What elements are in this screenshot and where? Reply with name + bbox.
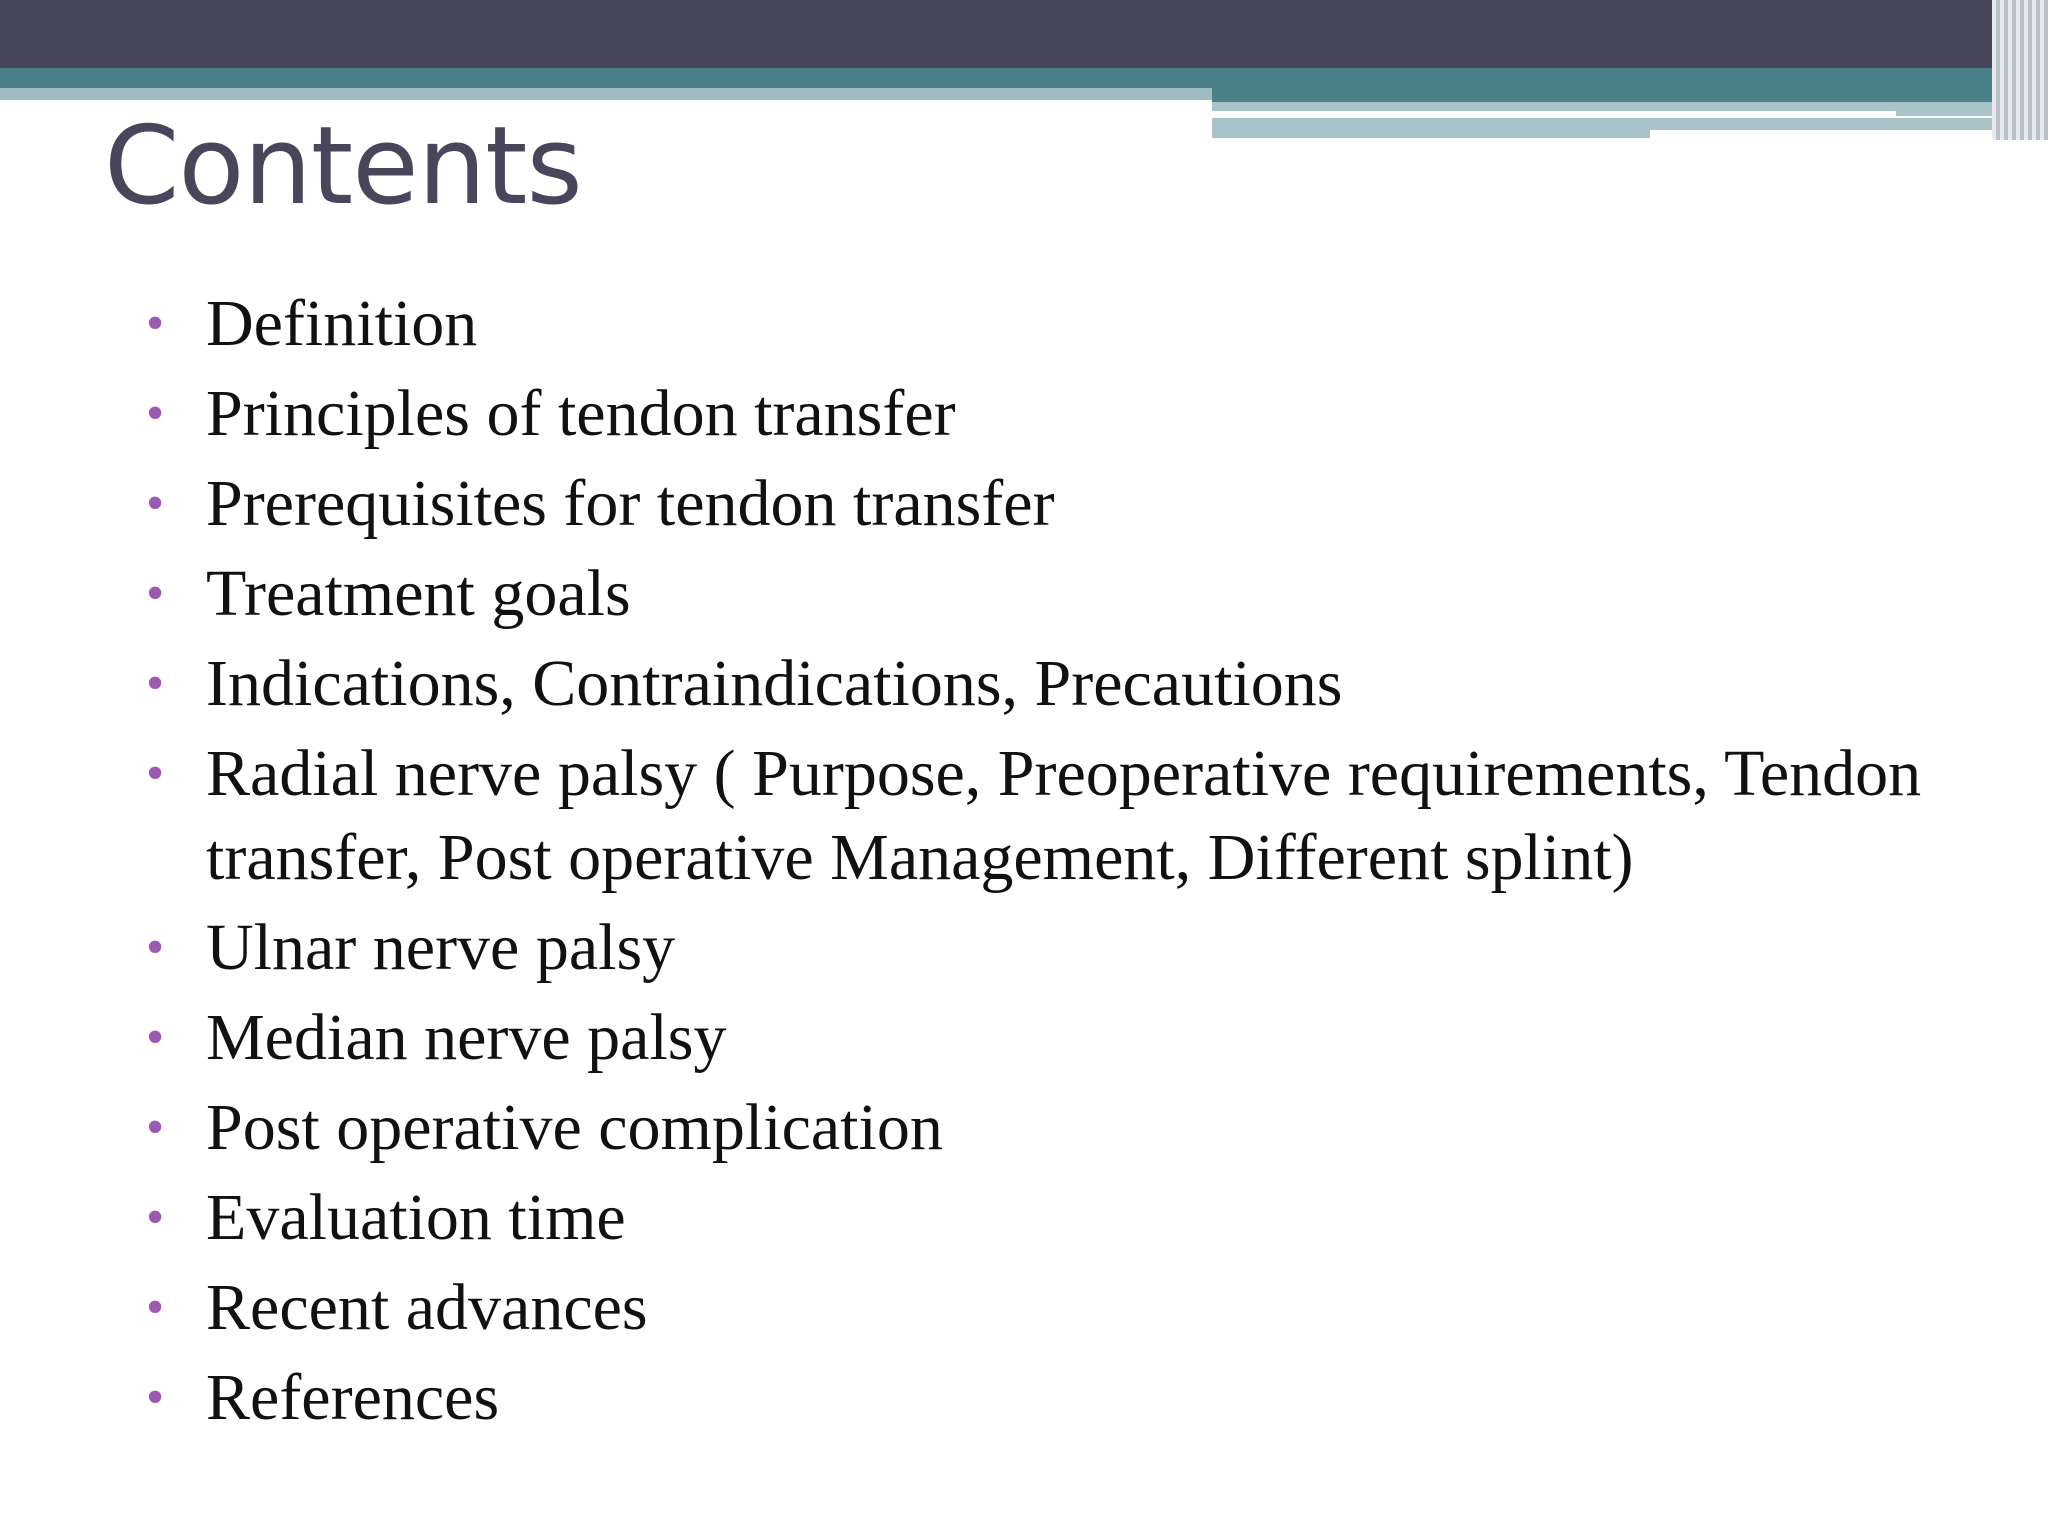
list-item xyxy=(146,1176,1966,1260)
list-item-text: Principles of tendon transfer xyxy=(206,377,956,450)
bullet-icon: • xyxy=(146,475,165,532)
contents-list xyxy=(146,282,1966,1446)
list-item-text: Treatment goals xyxy=(206,557,631,630)
list-item xyxy=(146,906,1966,990)
list-item-text: Definition xyxy=(206,287,478,360)
bullet-icon: • xyxy=(146,1369,165,1426)
bullet-icon: • xyxy=(146,295,165,352)
list-item xyxy=(146,1266,1966,1350)
list-item xyxy=(146,642,1966,726)
header-band-teal-right xyxy=(1212,88,2048,102)
list-item-text: Ulnar nerve palsy xyxy=(206,911,676,984)
bullet-icon: • xyxy=(146,745,165,802)
list-item xyxy=(146,996,1966,1080)
list-item-text: Median nerve palsy xyxy=(206,1001,727,1074)
list-item-text: Recent advances xyxy=(206,1271,648,1344)
list-item-text: References xyxy=(206,1361,500,1434)
list-item-text: Radial nerve palsy ( Purpose, Preoperative requirements, Tendon transfer, Post operative Management, Different splint) xyxy=(206,737,1922,894)
list-item xyxy=(146,282,1966,366)
list-item xyxy=(146,552,1966,636)
header-band-light-left xyxy=(0,88,1212,100)
header-gap xyxy=(1650,130,2048,138)
bullet-icon: • xyxy=(146,919,165,976)
bullet-icon: • xyxy=(146,1189,165,1246)
list-item xyxy=(146,372,1966,456)
list-item xyxy=(146,462,1966,546)
list-item-text: Evaluation time xyxy=(206,1181,626,1254)
list-item-text: Prerequisites for tendon transfer xyxy=(206,467,1055,540)
bullet-icon: • xyxy=(146,1279,165,1336)
list-item-text: Indications, Contraindications, Precautions xyxy=(206,647,1343,720)
header-band-teal xyxy=(0,68,2048,88)
bullet-icon: • xyxy=(146,655,165,712)
slide-title: Contents xyxy=(104,104,582,229)
header-stripes-decoration xyxy=(1992,0,2048,140)
bullet-icon: • xyxy=(146,385,165,442)
header-divider-line xyxy=(1212,111,1896,116)
header-band-dark xyxy=(0,0,2048,68)
list-item xyxy=(146,732,1966,900)
bullet-icon: • xyxy=(146,1009,165,1066)
list-item xyxy=(146,1086,1966,1170)
bullet-icon: • xyxy=(146,1099,165,1156)
bullet-icon: • xyxy=(146,565,165,622)
list-item xyxy=(146,1356,1966,1440)
list-item-text: Post operative complication xyxy=(206,1091,943,1164)
